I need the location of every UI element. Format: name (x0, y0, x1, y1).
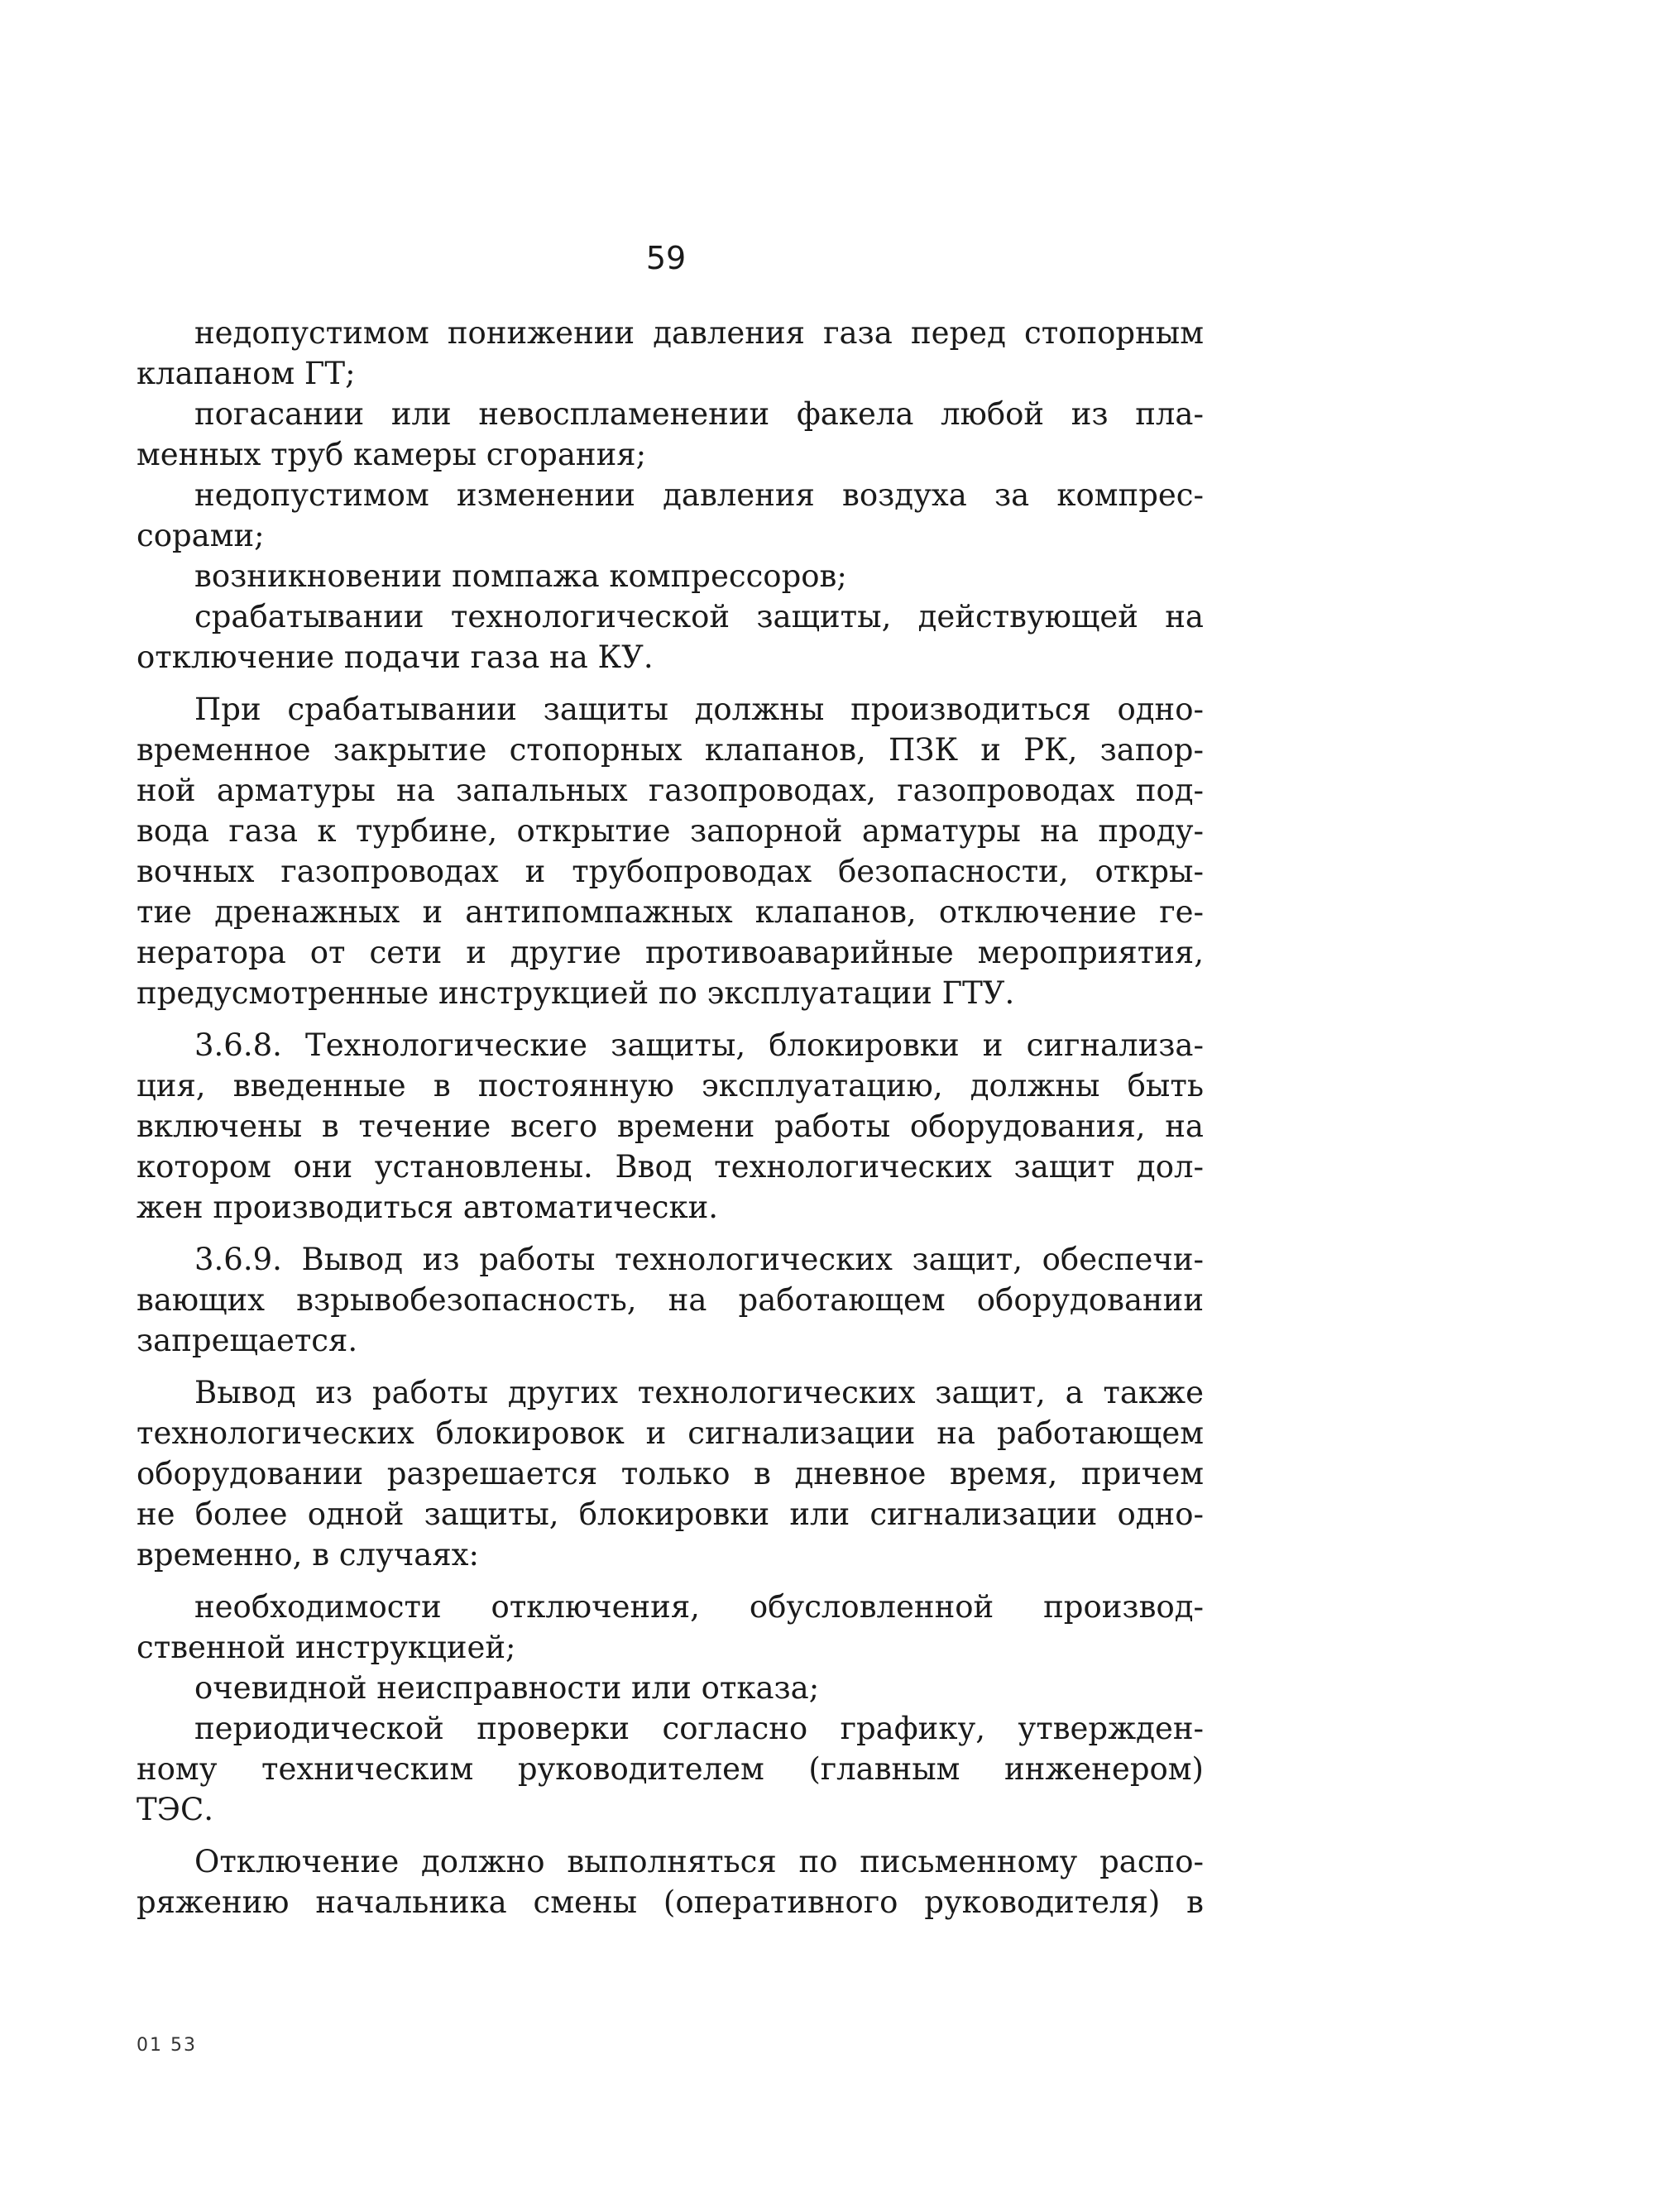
text-line: недопустимом изменении давления воздуха за компрес- (194, 477, 1204, 513)
text-line: котором они установлены. Ввод технологических защит дол- (137, 1149, 1204, 1185)
text-line: не более одной защиты, блокировки или сигнализации одно- (137, 1496, 1204, 1532)
text-line: недопустимом понижении давления газа перед стопорным (194, 315, 1204, 351)
text-line: запрещается. (137, 1323, 358, 1358)
text-line: ной арматуры на запальных газопроводах, газопроводах под- (137, 773, 1204, 808)
text-line: ственной инструкцией; (137, 1630, 516, 1665)
text-line: необходимости отключения, обусловленной производ- (194, 1589, 1204, 1625)
text-line: отключение подачи газа на КУ. (137, 639, 654, 675)
text-line: менных труб камеры сгорания; (137, 437, 647, 472)
text-line: нератора от сети и другие противоаварийные мероприятия, (137, 935, 1204, 970)
text-line: При срабатывании защиты должны производиться одно- (194, 692, 1204, 727)
text-line: вочных газопроводах и трубопроводах безопасности, откры- (137, 854, 1204, 889)
text-line: предусмотренные инструкцией по эксплуатации ГТУ. (137, 975, 1015, 1011)
text-line: Отключение должно выполняться по письменному распо- (194, 1844, 1204, 1879)
text-line: Вывод из работы других технологических защит, а также (194, 1375, 1204, 1410)
text-line: вода газа к турбине, открытие запорной арматуры на проду- (137, 813, 1204, 849)
text-line: периодической проверки согласно графику, утвержден- (194, 1711, 1204, 1746)
text-line: ряжению начальника смены (оперативного руководителя) в (137, 1884, 1204, 1920)
text-line: временное закрытие стопорных клапанов, ПЗК и РК, запор- (137, 732, 1204, 768)
text-line: ция, введенные в постоянную эксплуатацию, должны быть (137, 1068, 1204, 1104)
text-line: очевидной неисправности или отказа; (194, 1670, 820, 1706)
text-line: ТЭС. (137, 1792, 214, 1827)
footer-code: 01 53 (137, 2035, 197, 2056)
text-line: срабатывании технологической защиты, действующей на (194, 599, 1204, 634)
text-line: технологических блокировок и сигнализации на работающем (137, 1415, 1204, 1451)
page-number: 59 (645, 240, 687, 276)
text-line: включены в течение всего времени работы оборудования, на (137, 1108, 1204, 1144)
text-line: возникновении помпажа компрессоров; (194, 558, 847, 594)
text-line: временно, в случаях: (137, 1537, 479, 1573)
text-line: сорами; (137, 518, 265, 553)
text-line: оборудовании разрешается только в дневное время, причем (137, 1456, 1204, 1491)
text-line: 3.6.9. Вывод из работы технологических защит, обеспечи- (194, 1242, 1204, 1277)
body-text (137, 313, 1204, 1922)
text-line: погасании или невоспламенении факела любой из пла- (194, 396, 1204, 432)
text-line: ному техническим руководителем (главным инженером) (137, 1751, 1204, 1787)
text-line: клапаном ГТ; (137, 356, 356, 391)
text-line: 3.6.8. Технологические защиты, блокировки и сигнализа- (194, 1027, 1204, 1063)
text-line: жен производиться автоматически. (137, 1190, 719, 1225)
text-line: тие дренажных и антипомпажных клапанов, отключение ге- (137, 894, 1204, 930)
text-line: вающих взрывобезопасность, на работающем оборудовании (137, 1282, 1204, 1318)
